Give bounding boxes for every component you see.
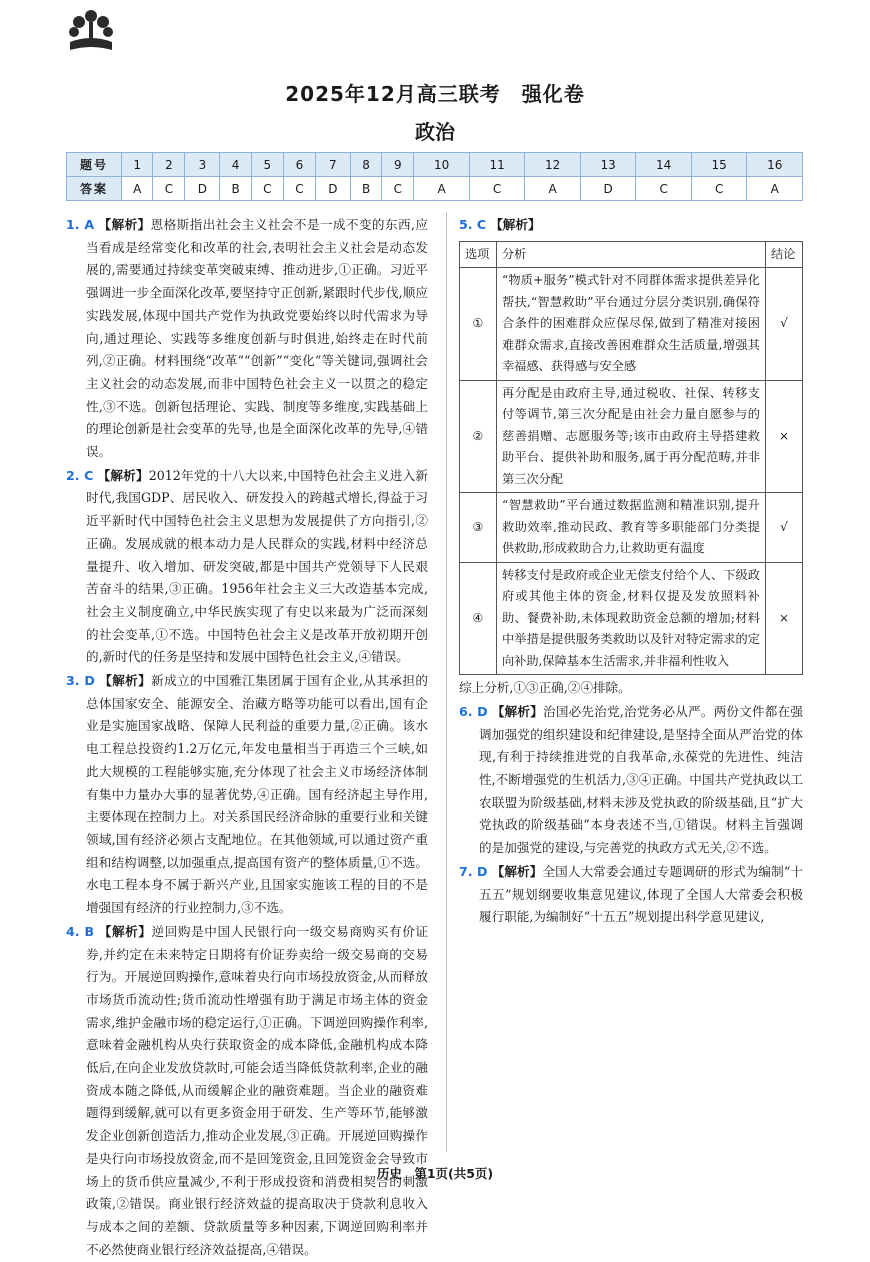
page-title: 2025年12月高三联考 强化卷	[285, 82, 585, 106]
explanation-item	[459, 861, 803, 929]
table-cell: 2	[153, 153, 185, 177]
column-header: 选项	[460, 241, 497, 268]
analysis-tag: 【解析】	[99, 673, 152, 689]
table-cell: D	[580, 177, 636, 201]
table-cell: A	[525, 177, 581, 201]
table-cell: A	[747, 177, 803, 201]
explanation-text: 治国必先治党,治党务必从严。两份文件都在强调加强党的组织建设和纪律建设,是坚持全面从严治党的体现,有利于持续推进党的自我革命,永葆党的先进性、纯洁性,不断增强党的生机活力,③④正确。中国共产党执政以工农联盟为阶级基础,材料未涉及党执政的阶级基础,且“扩大党执政的阶级基础”本身表述不当,①错误。材料主旨强调的是加强党的建设,与完善党的执政方式无关,②不选。	[479, 703, 803, 856]
row-label: 答案	[67, 177, 122, 201]
table-cell: 10	[414, 153, 470, 177]
table-cell: C	[283, 177, 315, 201]
table-cell: 7	[315, 153, 350, 177]
question-number-row	[67, 153, 803, 177]
table-cell: C	[469, 177, 525, 201]
answer-key-table	[66, 152, 803, 201]
table-cell: C	[153, 177, 185, 201]
column-header: 分析	[497, 241, 766, 268]
table-cell: 12	[525, 153, 581, 177]
analysis-cell: “智慧救助”平台通过数据监测和精准识别,提升救助效率,推动民政、教育等多职能部门分类提供救助,形成救助合力,让救助更有温度	[497, 493, 766, 563]
analysis-tag: 【解析】	[98, 923, 152, 939]
table-cell: 11	[469, 153, 525, 177]
question-number: 1. A	[66, 217, 95, 232]
table-cell: C	[636, 177, 692, 201]
table-cell: D	[315, 177, 350, 201]
row-label: 题号	[67, 153, 122, 177]
column-divider	[446, 212, 447, 1152]
right-column	[459, 214, 803, 930]
option-cell: ④	[460, 562, 497, 675]
table-cell: 1	[122, 153, 153, 177]
analysis-cell: “物质+服务”模式针对不同群体需求提供差异化帮扶,“智慧救助”平台通过分层分类识别,确保符合条件的困难群众应保尽保,做到了精准对接困难群众需求,直接改善困难群众生活质量,增强其幸福感、获得感与安全感	[497, 268, 766, 381]
conclusion-cell: ×	[766, 562, 803, 675]
analysis-cell: 转移支付是政府或企业无偿支付给个人、下级政府或其他主体的资金,材料仅提及发放照料补助、餐费补助,未体现救助资金总额的增加;材料中举措是提供服务类救助以及针对特定需求的定向补助,保障基本生活需求,并非福利性收入	[497, 562, 766, 675]
table-row	[460, 380, 803, 493]
answer-row	[67, 177, 803, 201]
option-cell: ①	[460, 268, 497, 381]
question-number: 5. C	[459, 217, 487, 232]
table-row	[460, 268, 803, 381]
explanation-item	[459, 701, 803, 860]
question-number: 2. C	[66, 467, 94, 483]
subject-title: 政治	[415, 120, 455, 144]
table-cell: 15	[691, 153, 747, 177]
table-cell: D	[185, 177, 220, 201]
table-cell: 8	[350, 153, 381, 177]
publisher-logo	[66, 8, 116, 54]
left-column	[66, 214, 428, 1262]
explanation-item	[66, 465, 428, 669]
table-cell: 9	[382, 153, 414, 177]
table-cell: 3	[185, 153, 220, 177]
analysis-cell: 再分配是由政府主导,通过税收、社保、转移支付等调节,第三次分配是由社会力量自愿参与的慈善捐赠、志愿服务等;该市由政府主导搭建救助平台、提供补助和服务,属于再分配范畴,并非第三次分配	[497, 380, 766, 493]
explanation-item	[66, 670, 428, 920]
explanation-item	[66, 214, 428, 464]
analysis-tag: 【解析】	[490, 217, 541, 232]
question-number: 7. D	[459, 863, 488, 879]
table-cell: 5	[251, 153, 283, 177]
conclusion-cell: √	[766, 268, 803, 381]
column-header: 结论	[766, 241, 803, 268]
table-cell: 4	[220, 153, 251, 177]
table-cell: 16	[747, 153, 803, 177]
table-cell: B	[350, 177, 381, 201]
table-cell: C	[251, 177, 283, 201]
table-cell: C	[382, 177, 414, 201]
conclusion-cell: √	[766, 493, 803, 563]
question-number: 6. D	[459, 703, 488, 719]
summary-text: 综上分析,①③正确,②④排除。	[459, 680, 631, 696]
table-cell: B	[220, 177, 251, 201]
page-footer: 历史 第1页(共5页)	[376, 1166, 494, 1181]
explanation-text: 全国人大常委会通过专题调研的形式为编制“十五五”规划纲要收集意见建议,体现了全国人大常委会积极履行职能,为编制好“十五五”规划提出科学意见建议,	[479, 863, 803, 925]
analysis-tag: 【解析】	[97, 467, 149, 483]
analysis-tag: 【解析】	[98, 217, 151, 232]
conclusion-cell: ×	[766, 380, 803, 493]
analysis-tag: 【解析】	[491, 863, 543, 879]
explanation-text: 2012年党的十八大以来,中国特色社会主义进入新时代,我国GDP、居民收入、研发投入的跨越式增长,得益于习近平新时代中国特色社会主义思想为发展提供了方向指引,②正确。发展成就的根本动力是人民群众的实践,材料中经济总量提升、收入增加、研发突破,都是中国共产党领导下人民艰苦奋斗的结果,③正确。1956年社会主义三大改造基本完成,社会主义制度确立,中华民族实现了有史以来最为广泛而深刻的社会变革,①不选。中国特色社会主义是改革开放初期开创的,新时代的任务是坚持和发展中国特色社会主义,④错误。	[86, 467, 428, 665]
table-cell: 14	[636, 153, 692, 177]
table-cell: A	[122, 177, 153, 201]
question-number: 4. B	[66, 923, 95, 939]
table-row	[460, 493, 803, 563]
option-cell: ③	[460, 493, 497, 563]
question-number: 3. D	[66, 673, 95, 689]
explanation-text: 恩格斯指出社会主义社会不是一成不变的东西,应当看成是经常变化和改革的社会,表明社会主义社会是动态发展的,需要通过持续变革突破束缚、推动进步,①正确。习近平强调进一步全面深化改革,要坚持守正创新,紧跟时代步伐,顺应实践发展,体现中国共产党作为执政党要始终以时代需求为导向,通过理论、实践等多维度创新与时俱进,始终走在时代前列,②正确。材料围绕“改革”“创新”“变化”等关键词,强调社会主义社会的动态发展,而非中国特色社会主义一以贯之的稳定性,③不选。创新包括理论、实践、制度等多维度,实践基础上的理论创新是社会变革的先导,也是全面深化改革的先导,④错误。	[86, 217, 428, 460]
explanation-item	[66, 921, 428, 1262]
table-row	[460, 562, 803, 675]
table-cell: A	[414, 177, 470, 201]
table-cell: 13	[580, 153, 636, 177]
table-cell: C	[691, 177, 747, 201]
analysis-table	[459, 241, 803, 676]
table-header-row	[460, 241, 803, 268]
analysis-tag: 【解析】	[491, 703, 544, 719]
explanation-text: 逆回购是中国人民银行向一级交易商购买有价证券,并约定在未来特定日期将有价证券卖给一级交易商的交易行为。开展逆回购操作,意味着央行向市场投放资金,从而释放市场货币流动性;货币流动性增强有助于满足市场主体的资金需求,维护金融市场的稳定运行,①正确。下调逆回购操作利率,意味着金融机构从央行获取资金的成本降低,金融机构成本降低后,在向企业发放贷款时,可能会适当降低贷款利率,企业的融资成本随之降低,从而缓解企业的融资难题。当企业的融资难题得到缓解,就可以有更多资金用于研发、生产等环节,能够激发企业创新创造活力,推动企业发展,③正确。开展逆回购操作是央行向市场投放资金,而不是回笼资金,且回笼资金会导致市场上的货币供应量减少,不利于形成投资和消费相契合的刺激政策,②错误。商业银行经济效益的提高取决于贷款利息收入与成本之间的差额、贷款质量等多种因素,下调逆回购利率并不必然使商业银行经济效益提高,④错误。	[86, 923, 429, 1257]
table-cell: 6	[283, 153, 315, 177]
explanation-item	[459, 214, 803, 237]
explanation-text: 新成立的中国雅江集团属于国有企业,从其承担的总体国家安全、能源安全、治藏方略等功能可以看出,国有企业是实施国家战略、保障人民利益的重要力量,②正确。该水电工程总投资约1.2万亿元,年发电量相当于再造三个三峡,如此大规模的工程能够实施,充分体现了社会主义市场经济体制有集中力量办大事的显著优势,④正确。国有经济起主导作用,主要体现在控制力上。对关系国民经济命脉的重要行业和关键领域,国有经济必须占支配地位。在其他领域,可以通过资产重组和结构调整,以加强重点,提高国有资产的整体质量,①不选。水电工程本身不属于新兴产业,且国家实施该工程的目的不是增强国有经济的行业控制力,③不选。	[86, 673, 428, 916]
option-cell: ②	[460, 380, 497, 493]
